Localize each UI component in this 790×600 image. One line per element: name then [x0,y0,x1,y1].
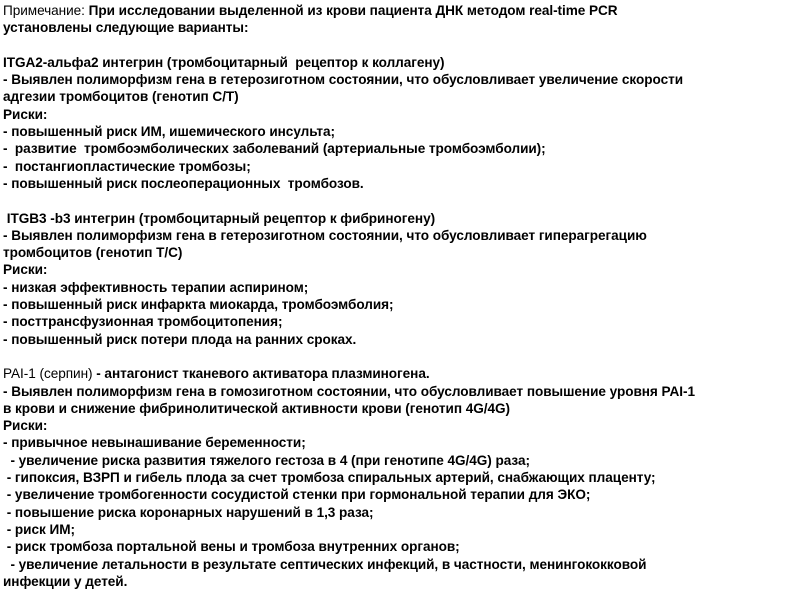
risk-item: - повышенный риск инфаркта миокарда, тромбоэмболия; [3,297,394,313]
risk-item: - повышенный риск послеоперационных тромбозов. [3,175,364,191]
finding-line: - Выявлен полиморфизм гена в гетерозиготном состоянии, что обусловливает гиперагрегацию [3,227,647,243]
note-line-1 [3,2,787,19]
section-title-itga2: ITGA2-альфа2 интегрин (тромбоцитарный рецептор к коллагену) [3,54,445,70]
risk-item: - развитие тромбоэмболических заболеваний (артериальные тромбоэмболии); [3,141,546,157]
risk-item: - увеличение риска развития тяжелого гестоза в 4 (при генотипе 4G/4G) раза; [3,452,530,468]
section-itga2 [3,54,787,192]
risk-item: - повышенный риск ИМ, ишемического инсульта; [3,124,335,140]
risk-item: - постангиопластические тромбозы; [3,158,251,174]
spacer [3,192,787,209]
risks-label: Риски: [3,418,48,434]
spacer [3,37,787,54]
risks-label: Риски: [3,106,48,122]
risk-item: инфекции у детей. [3,573,128,589]
section-pai1 [3,365,787,590]
spacer [3,348,787,365]
finding-line: адгезии тромбоцитов (генотип С/Т) [3,89,239,105]
finding-line: - Выявлен полиморфизм гена в гетерозиготном состоянии, что обусловливает увеличение скорости [3,72,684,88]
risk-item: - увеличение летальности в результате септических инфекций, в частности, менингококковой [3,556,647,572]
section-itgb3 [3,210,787,348]
risk-item: - повышенный риск потери плода на ранних сроках. [3,331,357,347]
risks-label: Риски: [3,262,48,278]
section-title-pai1-rest: - антагонист тканевого активатора плазминогена. [92,366,430,382]
section-title-pai1-name: PAI-1 (серпин) [3,366,93,382]
note-line-2: установлены следующие варианты: [3,20,249,36]
document-body [3,2,787,590]
note-label: Примечание: [3,3,89,18]
finding-line: - Выявлен полиморфизм гена в гомозиготном состоянии, что обусловливает повышение уровня PAI-1 [3,383,696,399]
risk-item: - привычное невынашивание беременности; [3,435,306,451]
risk-item: - риск тромбоза портальной вены и тромбоза внутренних органов; [3,539,460,555]
risk-item: - повышение риска коронарных нарушений в 1,3 раза; [3,504,374,520]
risk-item: - низкая эффективность терапии аспирином; [3,279,309,295]
risk-item: - гипоксия, ВЗРП и гибель плода за счет тромбоза спиральных артерий, снабжающих плаценту; [3,470,656,486]
finding-line: тромбоцитов (генотип Т/С) [3,245,183,261]
risk-item: - риск ИМ; [3,521,75,537]
risk-item: - посттрансфузионная тромбоцитопения; [3,314,283,330]
note-text-1: При исследовании выделенной из крови пациента ДНК методом real-time PCR [88,3,618,18]
section-title-itgb3: ITGB3 -b3 интегрин (тромбоцитарный рецептор к фибриногену) [3,210,436,226]
finding-line: в крови и снижение фибринолитической активности крови (генотип 4G/4G) [3,400,510,416]
section-title-pai1 [3,365,787,382]
risk-item: - увеличение тромбогенности сосудистой стенки при гормональной терапии для ЭКО; [3,487,591,503]
